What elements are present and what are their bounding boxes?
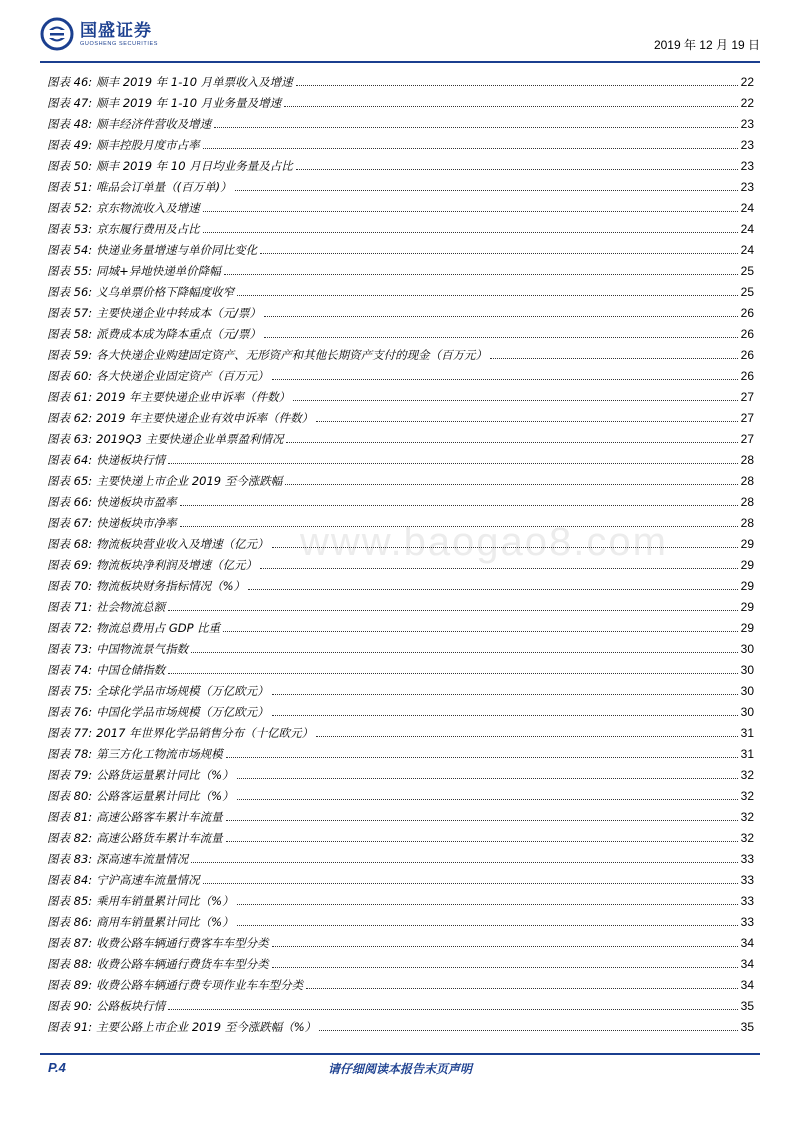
toc-dot-leader	[316, 736, 738, 737]
toc-entry-title: 主要快递上市企业 2019 至今涨跌幅	[96, 474, 283, 488]
toc-dot-leader	[203, 232, 738, 233]
toc-entry-title: 同城+异地快递单价降幅	[96, 264, 221, 278]
toc-entry[interactable]	[47, 552, 754, 573]
toc-entry-title: 物流板块营业收入及增速（亿元）	[96, 537, 269, 551]
toc-entry-title: 高速公路货车累计车流量	[96, 831, 223, 845]
logo-english-name: GUOSHENG SECURITIES	[80, 40, 159, 47]
footer-divider	[40, 1053, 760, 1055]
toc-entry-page: 27	[740, 432, 754, 446]
toc-entry-title: 物流板块财务指标情况（%）	[96, 579, 246, 593]
toc-entry[interactable]	[47, 888, 754, 909]
toc-entry-title: 京东物流收入及增速	[96, 201, 200, 215]
toc-entry-label: 图表 74:	[47, 663, 93, 677]
toc-entry[interactable]	[47, 951, 754, 972]
toc-dot-leader	[316, 421, 738, 422]
toc-entry-label: 图表 66:	[47, 495, 93, 509]
toc-entry-label: 图表 67:	[47, 516, 93, 530]
toc-entry[interactable]	[47, 153, 754, 174]
toc-entry[interactable]	[47, 657, 754, 678]
toc-dot-leader	[224, 274, 738, 275]
toc-dot-leader	[285, 484, 737, 485]
toc-entry[interactable]	[47, 825, 754, 846]
toc-entry-page: 29	[740, 558, 754, 572]
toc-entry-page: 33	[740, 894, 754, 908]
toc-entry-title: 公路板块行情	[96, 999, 166, 1013]
toc-entry[interactable]	[47, 279, 754, 300]
toc-entry-label: 图表 90:	[47, 999, 93, 1013]
toc-entry-page: 24	[740, 243, 754, 257]
toc-dot-leader	[226, 757, 738, 758]
toc-entry[interactable]	[47, 363, 754, 384]
toc-entry[interactable]	[47, 258, 754, 279]
toc-dot-leader	[260, 253, 737, 254]
toc-entry-page: 22	[740, 96, 754, 110]
toc-entry-label: 图表 65:	[47, 474, 93, 488]
toc-entry-page: 22	[740, 75, 754, 89]
toc-dot-leader	[237, 295, 737, 296]
toc-entry-page: 24	[740, 201, 754, 215]
toc-dot-leader	[272, 547, 738, 548]
toc-entry-title: 快递板块行情	[96, 453, 166, 467]
toc-entry-title: 高速公路客车累计车流量	[96, 810, 223, 824]
footer-disclaimer: 请仔细阅读本报告末页声明	[327, 1062, 472, 1076]
toc-entry[interactable]	[47, 699, 754, 720]
toc-entry-page: 32	[740, 831, 754, 845]
toc-entry-label: 图表 82:	[47, 831, 93, 845]
toc-entry-title: 顺丰 2019 年 1-10 月业务量及增速	[96, 96, 282, 110]
toc-entry-page: 31	[740, 747, 754, 761]
toc-dot-leader	[237, 778, 738, 779]
toc-entry[interactable]	[47, 972, 754, 993]
toc-entry-page: 34	[740, 978, 754, 992]
toc-entry-page: 29	[740, 600, 754, 614]
toc-entry[interactable]	[47, 174, 754, 195]
toc-dot-leader	[237, 925, 738, 926]
toc-entry-page: 30	[740, 684, 754, 698]
toc-entry-title: 快递业务量增速与单价同比变化	[96, 243, 258, 257]
toc-entry-title: 顺丰 2019 年 10 月日均业务量及占比	[96, 159, 293, 173]
toc-entry[interactable]	[47, 216, 754, 237]
toc-entry[interactable]	[47, 510, 754, 531]
toc-entry-title: 乘用车销量累计同比（%）	[96, 894, 234, 908]
toc-entry[interactable]	[47, 615, 754, 636]
toc-entry-label: 图表 91:	[47, 1020, 93, 1034]
toc-entry[interactable]	[47, 531, 754, 552]
toc-entry-label: 图表 78:	[47, 747, 93, 761]
toc-dot-leader	[306, 988, 737, 989]
toc-dot-leader	[203, 211, 738, 212]
toc-entry-title: 义乌单票价格下降幅度收窄	[96, 285, 235, 299]
toc-entry-title: 收费公路车辆通行费专项作业车车型分类	[96, 978, 304, 992]
toc-dot-leader	[319, 1030, 737, 1031]
toc-entry[interactable]	[47, 300, 754, 321]
toc-entry-page: 33	[740, 873, 754, 887]
toc-entry[interactable]	[47, 783, 754, 804]
toc-entry-label: 图表 58:	[47, 327, 93, 341]
toc-entry-page: 23	[740, 180, 754, 194]
toc-entry-title: 公路客运量累计同比（%）	[96, 789, 234, 803]
toc-entry-title: 中国仓储指数	[96, 663, 166, 677]
toc-entry-title: 2019 年主要快递企业有效申诉率（件数）	[96, 411, 314, 425]
toc-entry-page: 23	[740, 138, 754, 152]
toc-dot-leader	[168, 610, 737, 611]
table-of-figures	[47, 69, 754, 1035]
toc-dot-leader	[191, 652, 737, 653]
toc-entry-title: 主要公路上市企业 2019 至今涨跌幅（%）	[96, 1020, 317, 1034]
toc-entry-label: 图表 72:	[47, 621, 93, 635]
toc-entry[interactable]	[47, 468, 754, 489]
toc-entry-label: 图表 50:	[47, 159, 93, 173]
toc-dot-leader	[203, 148, 738, 149]
toc-entry-label: 图表 80:	[47, 789, 93, 803]
toc-entry[interactable]	[47, 237, 754, 258]
toc-entry-page: 31	[740, 726, 754, 740]
toc-entry-page: 25	[740, 285, 754, 299]
toc-entry-page: 25	[740, 264, 754, 278]
toc-entry-page: 29	[740, 579, 754, 593]
toc-entry[interactable]	[47, 594, 754, 615]
toc-entry[interactable]	[47, 342, 754, 363]
toc-entry-label: 图表 81:	[47, 810, 93, 824]
company-logo	[40, 18, 158, 50]
toc-entry[interactable]	[47, 405, 754, 426]
toc-dot-leader	[235, 190, 738, 191]
toc-entry-label: 图表 61:	[47, 390, 93, 404]
toc-entry-title: 顺丰控股月度市占率	[96, 138, 200, 152]
toc-entry[interactable]	[47, 678, 754, 699]
toc-entry[interactable]	[47, 867, 754, 888]
toc-entry-page: 28	[740, 516, 754, 530]
toc-dot-leader	[223, 631, 737, 632]
toc-entry-label: 图表 53:	[47, 222, 93, 236]
toc-entry-title: 2019Q3 主要快递企业单票盈利情况	[96, 432, 284, 446]
toc-entry[interactable]	[47, 132, 754, 153]
toc-dot-leader	[296, 169, 738, 170]
toc-entry-label: 图表 68:	[47, 537, 93, 551]
toc-dot-leader	[264, 316, 738, 317]
logo-chinese-name: 国盛证券	[80, 20, 152, 41]
toc-entry-title: 各大快递企业固定资产（百万元）	[96, 369, 269, 383]
toc-entry-title: 2017 年世界化学品销售分布（十亿欧元）	[96, 726, 314, 740]
toc-entry-title: 宁沪高速车流量情况	[96, 873, 200, 887]
toc-entry[interactable]	[47, 762, 754, 783]
toc-dot-leader	[286, 442, 737, 443]
toc-entry-label: 图表 89:	[47, 978, 93, 992]
toc-entry[interactable]	[47, 930, 754, 951]
toc-entry-page: 28	[740, 495, 754, 509]
toc-dot-leader	[293, 400, 738, 401]
toc-entry[interactable]	[47, 846, 754, 867]
toc-entry-label: 图表 51:	[47, 180, 93, 194]
toc-entry[interactable]	[47, 909, 754, 930]
toc-entry[interactable]	[47, 573, 754, 594]
toc-entry-label: 图表 59:	[47, 348, 93, 362]
toc-entry-title: 物流总费用占 GDP 比重	[96, 621, 221, 635]
toc-entry-label: 图表 54:	[47, 243, 93, 257]
toc-entry[interactable]	[47, 90, 754, 111]
toc-entry-title: 物流板块净利润及增速（亿元）	[96, 558, 258, 572]
toc-entry[interactable]	[47, 720, 754, 741]
toc-entry-title: 主要快递企业中转成本（元/票）	[96, 306, 262, 320]
toc-entry-page: 34	[740, 957, 754, 971]
toc-entry[interactable]	[47, 426, 754, 447]
toc-entry-page: 32	[740, 789, 754, 803]
toc-dot-leader	[214, 127, 737, 128]
page-number: P.4	[48, 1060, 66, 1075]
toc-dot-leader	[264, 337, 738, 338]
watermark: www.baogao8.com	[300, 520, 668, 564]
toc-dot-leader	[272, 379, 738, 380]
toc-dot-leader	[191, 862, 737, 863]
toc-entry[interactable]	[47, 636, 754, 657]
toc-entry-label: 图表 70:	[47, 579, 93, 593]
toc-entry-title: 快递板块市盈率	[96, 495, 177, 509]
toc-dot-leader	[226, 820, 738, 821]
toc-entry[interactable]	[47, 69, 754, 90]
toc-dot-leader	[168, 673, 737, 674]
toc-entry-label: 图表 83:	[47, 852, 93, 866]
toc-entry-title: 顺丰经济件营收及增速	[96, 117, 212, 131]
toc-entry-label: 图表 84:	[47, 873, 93, 887]
toc-entry-page: 28	[740, 474, 754, 488]
toc-entry-page: 26	[740, 369, 754, 383]
toc-entry-title: 第三方化工物流市场规模	[96, 747, 223, 761]
toc-entry-label: 图表 85:	[47, 894, 93, 908]
toc-entry[interactable]	[47, 993, 754, 1014]
toc-entry-title: 社会物流总额	[96, 600, 166, 614]
toc-entry-label: 图表 69:	[47, 558, 93, 572]
toc-entry[interactable]	[47, 447, 754, 468]
toc-entry-label: 图表 49:	[47, 138, 93, 152]
toc-entry-page: 29	[740, 621, 754, 635]
toc-dot-leader	[272, 694, 738, 695]
guosheng-logo-icon	[40, 17, 74, 51]
toc-entry-page: 33	[740, 852, 754, 866]
toc-dot-leader	[284, 106, 737, 107]
toc-dot-leader	[226, 841, 738, 842]
toc-dot-leader	[168, 1009, 737, 1010]
toc-entry-title: 中国物流景气指数	[96, 642, 189, 656]
toc-entry-title: 顺丰 2019 年 1-10 月单票收入及增速	[96, 75, 293, 89]
toc-entry[interactable]	[47, 741, 754, 762]
toc-dot-leader	[260, 568, 737, 569]
toc-entry-label: 图表 75:	[47, 684, 93, 698]
toc-entry[interactable]	[47, 111, 754, 132]
toc-entry[interactable]	[47, 1014, 754, 1035]
toc-entry-title: 公路货运量累计同比（%）	[96, 768, 234, 782]
toc-entry-label: 图表 57:	[47, 306, 93, 320]
toc-dot-leader	[180, 526, 738, 527]
toc-entry-title: 收费公路车辆通行费货车车型分类	[96, 957, 269, 971]
toc-dot-leader	[272, 967, 738, 968]
toc-entry-label: 图表 79:	[47, 768, 93, 782]
toc-dot-leader	[272, 946, 738, 947]
toc-entry-label: 图表 63:	[47, 432, 93, 446]
toc-entry-title: 唯品会订单量（(百万单)）	[96, 180, 232, 194]
toc-entry-title: 快递板块市净率	[96, 516, 177, 530]
toc-entry-label: 图表 76:	[47, 705, 93, 719]
toc-entry-label: 图表 60:	[47, 369, 93, 383]
toc-entry-label: 图表 87:	[47, 936, 93, 950]
report-date: 2019 年 12 月 19 日	[653, 38, 760, 52]
toc-entry[interactable]	[47, 804, 754, 825]
toc-entry-label: 图表 52:	[47, 201, 93, 215]
toc-entry-page: 32	[740, 768, 754, 782]
toc-entry-page: 34	[740, 936, 754, 950]
toc-entry-page: 35	[740, 999, 754, 1013]
toc-entry[interactable]	[47, 195, 754, 216]
toc-entry-label: 图表 86:	[47, 915, 93, 929]
toc-entry-page: 30	[740, 642, 754, 656]
toc-entry[interactable]	[47, 489, 754, 510]
toc-entry-page: 33	[740, 915, 754, 929]
toc-entry-label: 图表 73:	[47, 642, 93, 656]
toc-dot-leader	[168, 463, 737, 464]
toc-entry-page: 23	[740, 159, 754, 173]
toc-dot-leader	[237, 904, 738, 905]
toc-entry-title: 京东履行费用及占比	[96, 222, 200, 236]
toc-entry-title: 深高速车流量情况	[96, 852, 189, 866]
toc-entry[interactable]	[47, 321, 754, 342]
toc-entry-page: 27	[740, 390, 754, 404]
toc-entry-title: 全球化学品市场规模（万亿欧元）	[96, 684, 269, 698]
toc-entry-page: 32	[740, 810, 754, 824]
toc-dot-leader	[180, 505, 738, 506]
toc-entry-title: 各大快递企业购建固定资产、无形资产和其他长期资产支付的现金（百万元）	[96, 348, 488, 362]
toc-entry-label: 图表 77:	[47, 726, 93, 740]
toc-entry-label: 图表 47:	[47, 96, 93, 110]
toc-entry-label: 图表 62:	[47, 411, 93, 425]
toc-entry-page: 23	[740, 117, 754, 131]
toc-entry-label: 图表 56:	[47, 285, 93, 299]
toc-entry-label: 图表 55:	[47, 264, 93, 278]
toc-entry-page: 26	[740, 327, 754, 341]
toc-entry-page: 24	[740, 222, 754, 236]
toc-entry-title: 派费成本成为降本重点（元/票）	[96, 327, 262, 341]
toc-entry-page: 30	[740, 663, 754, 677]
page-header	[40, 14, 760, 58]
toc-entry-title: 商用车销量累计同比（%）	[96, 915, 234, 929]
toc-entry-label: 图表 48:	[47, 117, 93, 131]
toc-entry-label: 图表 88:	[47, 957, 93, 971]
toc-entry-label: 图表 71:	[47, 600, 93, 614]
header-divider	[40, 61, 760, 63]
toc-entry-page: 30	[740, 705, 754, 719]
toc-dot-leader	[237, 799, 738, 800]
toc-dot-leader	[296, 85, 738, 86]
toc-entry-page: 26	[740, 306, 754, 320]
toc-entry-label: 图表 64:	[47, 453, 93, 467]
toc-entry-title: 收费公路车辆通行费客车车型分类	[96, 936, 269, 950]
toc-dot-leader	[490, 358, 737, 359]
toc-entry-title: 2019 年主要快递企业申诉率（件数）	[96, 390, 291, 404]
toc-entry-page: 26	[740, 348, 754, 362]
toc-entry-page: 35	[740, 1020, 754, 1034]
toc-entry[interactable]	[47, 384, 754, 405]
toc-entry-page: 28	[740, 453, 754, 467]
toc-entry-title: 中国化学品市场规模（万亿欧元）	[96, 705, 269, 719]
toc-entry-label: 图表 46:	[47, 75, 93, 89]
toc-dot-leader	[203, 883, 738, 884]
toc-dot-leader	[272, 715, 738, 716]
toc-entry-page: 29	[740, 537, 754, 551]
toc-entry-page: 27	[740, 411, 754, 425]
toc-dot-leader	[248, 589, 738, 590]
